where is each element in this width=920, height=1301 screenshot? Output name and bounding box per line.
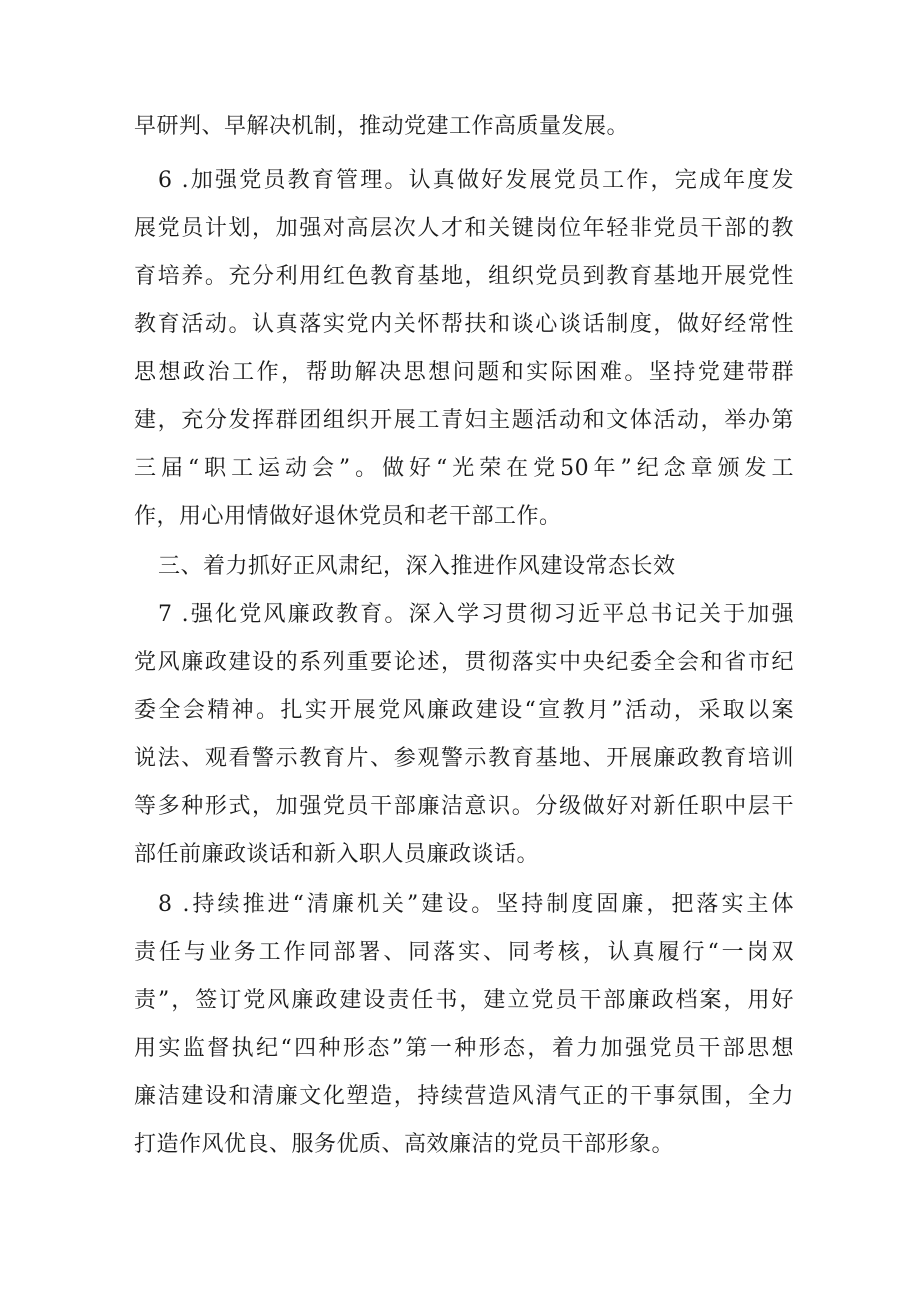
paragraph-line: 用实监督执纪“四种形态”第一种形态，着力加强党员干部思想 — [134, 1036, 794, 1061]
paragraph-line: 育培养。充分利用红色教育基地，组织党员到教育基地开展党性 — [134, 264, 794, 289]
paragraph-line: 说法、观看警示教育片、参观警示教育基地、开展廉政教育培训 — [134, 746, 794, 771]
paragraph-line: 作，用心用情做好退休党员和老干部工作。 — [134, 504, 562, 529]
paragraph-line: 三届“职工运动会”。做好“光荣在党50年”纪念章颁发工 — [134, 456, 794, 481]
paragraph-line: 党风廉政建设的系列重要论述，贯彻落实中央纪委全会和省市纪 — [134, 650, 794, 675]
paragraph-line: 早研判、早解决机制，推动党建工作高质量发展。 — [134, 114, 630, 139]
paragraph-line: 建，充分发挥群团组织开展工青妇主题活动和文体活动，举办第 — [134, 408, 794, 433]
paragraph-line: 责”，签订党风廉政建设责任书，建立党员干部廉政档案，用好 — [134, 988, 794, 1013]
paragraph-line: 廉洁建设和清廉文化塑造，持续营造风清气正的干事氛围，全力 — [134, 1084, 794, 1109]
paragraph-line: 部任前廉政谈话和新入职人员廉政谈话。 — [134, 842, 540, 867]
paragraph-line: 8 .持续推进“清廉机关”建设。坚持制度固廉，把落实主体 — [158, 892, 794, 917]
paragraph-line: 等多种形式，加强党员干部廉洁意识。分级做好对新任职中层干 — [134, 794, 794, 819]
paragraph-line: 6 .加强党员教育管理。认真做好发展党员工作，完成年度发 — [158, 168, 794, 193]
paragraph-line: 责任与业务工作同部署、同落实、同考核，认真履行“一岗双 — [134, 940, 794, 965]
paragraph-line: 委全会精神。扎实开展党风廉政建设“宣教月”活动，采取以案 — [134, 698, 794, 723]
paragraph-line: 7 .强化党风廉政教育。深入学习贯彻习近平总书记关于加强 — [158, 602, 794, 627]
paragraph-line: 思想政治工作，帮助解决思想问题和实际困难。坚持党建带群 — [134, 360, 794, 385]
paragraph-line: 打造作风优良、服务优质、高效廉洁的党员干部形象。 — [134, 1132, 675, 1157]
paragraph-line: 教育活动。认真落实党内关怀帮扶和谈心谈话制度，做好经常性 — [134, 312, 794, 337]
paragraph-line: 展党员计划，加强对高层次人才和关键岗位年轻非党员干部的教 — [134, 216, 794, 241]
section-heading: 三、着力抓好正风肃纪，深入推进作风建设常态长效 — [158, 554, 676, 579]
